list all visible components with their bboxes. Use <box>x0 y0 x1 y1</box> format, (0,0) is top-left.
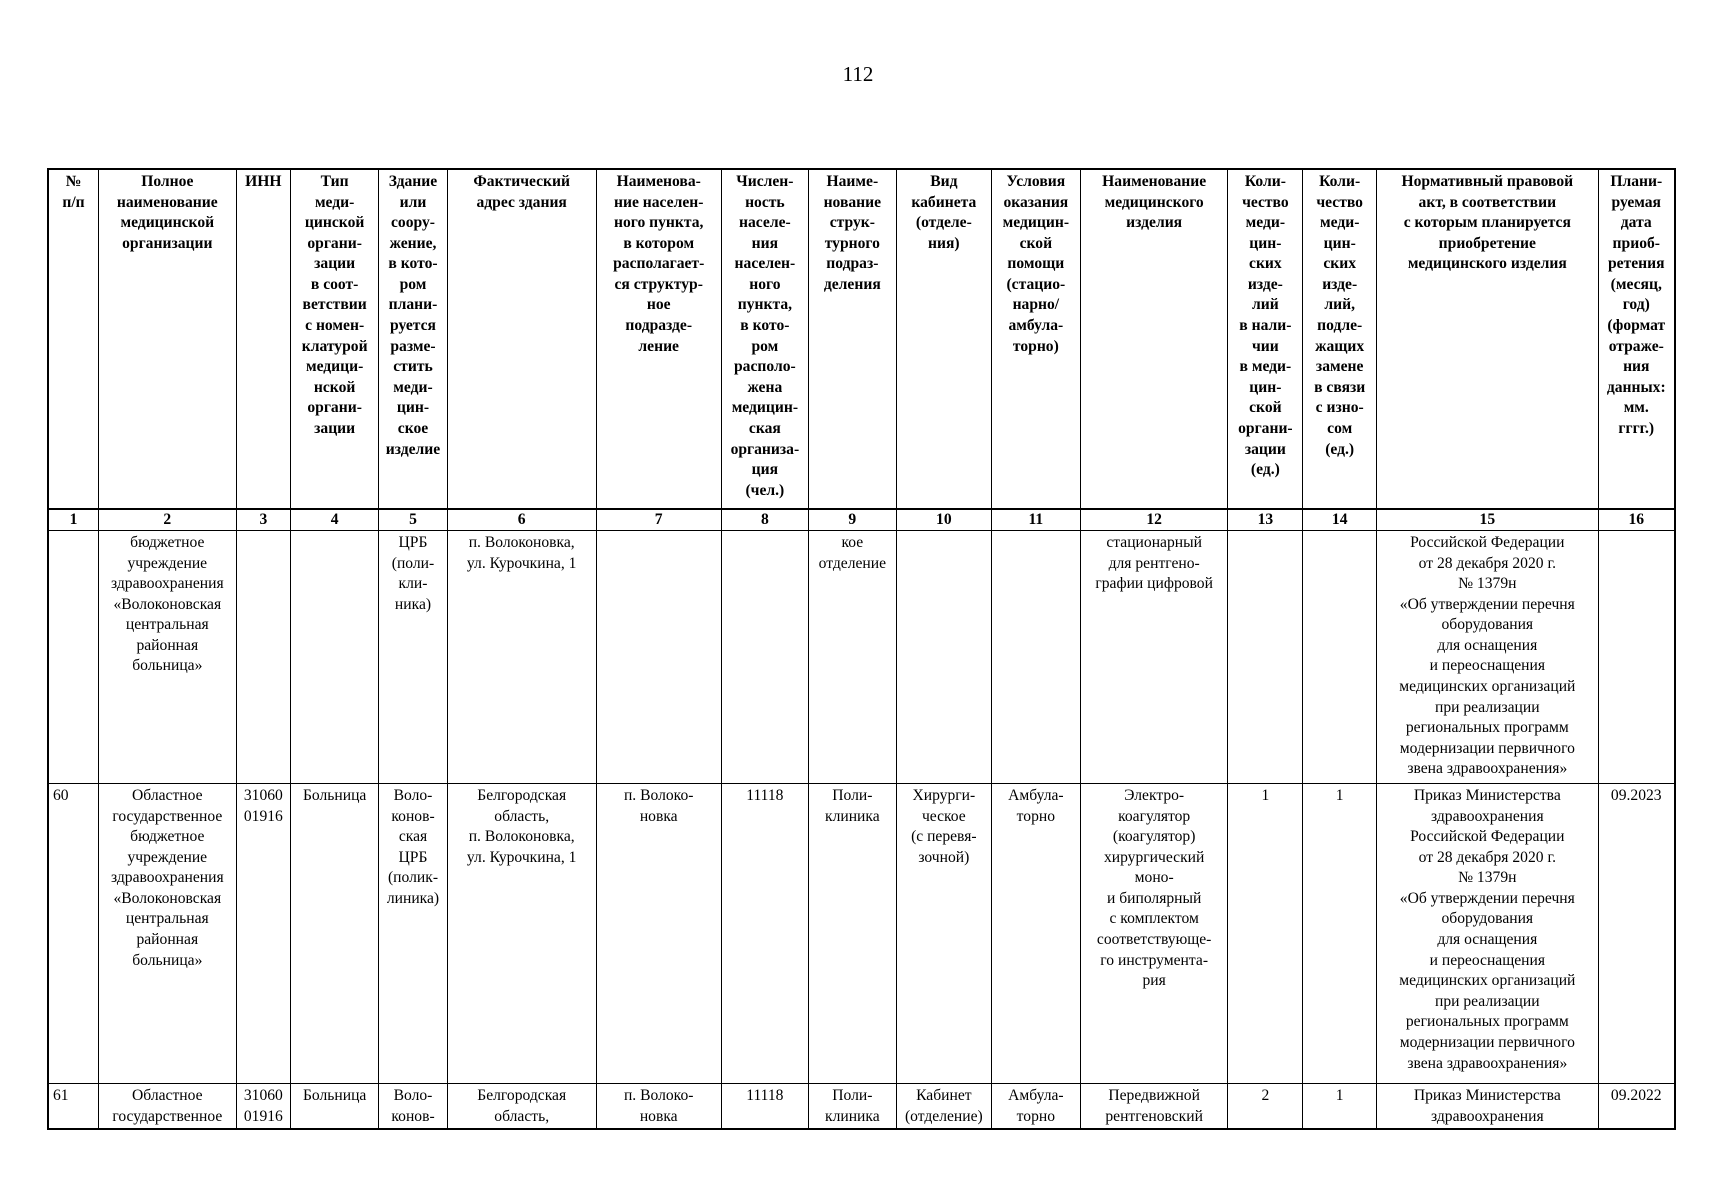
cell-inn: 31060 01916 <box>236 784 291 1084</box>
cell-cabinet: Кабинет (отделение) <box>896 1084 991 1130</box>
cell-locality <box>596 531 721 784</box>
cell-act: Приказ Министерства здравоохранения Российской Федерации от 28 декабря 2020 г. № 1379н «Об утверждении перечня оборудования для оснащения и переоснащения медицинских организаций при реализации региональных программ модернизации первичного звена здравоохранения» <box>1377 784 1598 1084</box>
cell-building: Воло- конов- ская ЦРБ (полик- линика) <box>379 784 448 1084</box>
cell-act: Приказ Министерства здравоохранения <box>1377 1084 1598 1130</box>
col-header-cabinet: Вид кабинета (отделе- ния) <box>896 169 991 509</box>
cell-num: 60 <box>48 784 99 1084</box>
col-number: 7 <box>596 509 721 531</box>
table-row <box>48 1084 1675 1130</box>
cell-locality: п. Волоко- новка <box>596 784 721 1084</box>
col-header-inn: ИНН <box>236 169 291 509</box>
col-number: 5 <box>379 509 448 531</box>
col-number: 8 <box>721 509 808 531</box>
cell-unit: Поли- клиника <box>808 784 896 1084</box>
cell-num: 61 <box>48 1084 99 1130</box>
cell-qty-have: 2 <box>1228 1084 1303 1130</box>
cell-qty-have <box>1228 531 1303 784</box>
cell-conditions <box>991 531 1080 784</box>
cell-act: Российской Федерации от 28 декабря 2020 г. № 1379н «Об утверждении перечня оборудования для оснащения и переоснащения медицинских организаций при реализации региональных программ модернизации первичного звена здравоохранения» <box>1377 531 1598 784</box>
column-number-row <box>48 509 1675 531</box>
col-number: 13 <box>1228 509 1303 531</box>
col-header-conditions: Условия оказания медицин- ской помощи (стацио- нарно/ амбула- торно) <box>991 169 1080 509</box>
col-header-building: Здание или соору- жение, в кото- ром плани- руется разме- стить меди- цин- ское изделие <box>379 169 448 509</box>
col-header-act: Нормативный правовой акт, в соответствии с которым планируется приобретение медицинского изделия <box>1377 169 1598 509</box>
cell-cabinet: Хирурги- ческое (с перевя- зочной) <box>896 784 991 1084</box>
col-header-device: Наименование медицинского изделия <box>1080 169 1228 509</box>
page-number: 112 <box>842 62 874 86</box>
cell-address: Белгородская область, п. Волоконовка, ул. Курочкина, 1 <box>447 784 596 1084</box>
cell-org: Областное государственное <box>99 1084 237 1130</box>
col-number: 12 <box>1080 509 1228 531</box>
col-header-num: № п/п <box>48 169 99 509</box>
col-number: 2 <box>99 509 237 531</box>
cell-inn: 31060 01916 <box>236 1084 291 1130</box>
cell-qty-have: 1 <box>1228 784 1303 1084</box>
col-number: 3 <box>236 509 291 531</box>
table-row <box>48 531 1675 784</box>
cell-unit: Поли- клиника <box>808 1084 896 1130</box>
cell-type <box>291 531 379 784</box>
cell-conditions: Амбула- торно <box>991 1084 1080 1130</box>
cell-device: Передвижной рентгеновский <box>1080 1084 1228 1130</box>
col-number: 16 <box>1598 509 1675 531</box>
cell-address: п. Волоконовка, ул. Курочкина, 1 <box>447 531 596 784</box>
col-number: 6 <box>447 509 596 531</box>
cell-device: Электро- коагулятор (коагулятор) хирургический моно- и биполярный с комплектом соответствующе- го инструмента- рия <box>1080 784 1228 1084</box>
col-header-qty-replace: Коли- чество меди- цин- ских изде- лий, подле- жащих замене в связи с изно- сом (ед.) <box>1303 169 1377 509</box>
col-number: 15 <box>1377 509 1598 531</box>
col-header-address: Фактический адрес здания <box>447 169 596 509</box>
cell-population <box>721 531 808 784</box>
cell-conditions: Амбула- торно <box>991 784 1080 1084</box>
col-number: 1 <box>48 509 99 531</box>
col-number: 14 <box>1303 509 1377 531</box>
col-header-type: Тип меди- цинской органи- зации в соот- ветствии с номен- клатурой медици- нской органи- зации <box>291 169 379 509</box>
cell-inn <box>236 531 291 784</box>
cell-org: Областное государственное бюджетное учреждение здравоохранения «Волоконовская центральная районная больница» <box>99 784 237 1084</box>
equipment-table <box>47 168 1676 1130</box>
col-number: 9 <box>808 509 896 531</box>
cell-org: бюджетное учреждение здравоохранения «Волоконовская центральная районная больница» <box>99 531 237 784</box>
col-number: 10 <box>896 509 991 531</box>
cell-building: Воло- конов- <box>379 1084 448 1130</box>
cell-unit: кое отделение <box>808 531 896 784</box>
cell-num <box>48 531 99 784</box>
cell-date: 09.2022 <box>1598 1084 1675 1130</box>
cell-qty-replace: 1 <box>1303 1084 1377 1130</box>
cell-type: Больница <box>291 784 379 1084</box>
cell-device: стационарный для рентгено- графии цифровой <box>1080 531 1228 784</box>
cell-population: 11118 <box>721 784 808 1084</box>
col-number: 11 <box>991 509 1080 531</box>
col-number: 4 <box>291 509 379 531</box>
cell-building: ЦРБ (поли- кли- ника) <box>379 531 448 784</box>
col-header-date: Плани- руемая дата приоб- ретения (месяц, год) (формат отраже- ния данных: мм. гггг.) <box>1598 169 1675 509</box>
cell-qty-replace <box>1303 531 1377 784</box>
cell-population: 11118 <box>721 1084 808 1130</box>
cell-date <box>1598 531 1675 784</box>
cell-qty-replace: 1 <box>1303 784 1377 1084</box>
cell-type: Больница <box>291 1084 379 1130</box>
cell-date: 09.2023 <box>1598 784 1675 1084</box>
col-header-locality: Наименова- ние населен- ного пункта, в котором располагает- ся структур- ное подразде- ление <box>596 169 721 509</box>
table-row <box>48 784 1675 1084</box>
col-header-population: Числен- ность населе- ния населен- ного пункта, в кото- ром располо- жена медицин- ская организа- ция (чел.) <box>721 169 808 509</box>
cell-cabinet <box>896 531 991 784</box>
col-header-qty-have: Коли- чество меди- цин- ских изде- лий в нали- чии в меди- цин- ской органи- зации (ед.) <box>1228 169 1303 509</box>
cell-locality: п. Волоко- новка <box>596 1084 721 1130</box>
col-header-org: Полное наименование медицинской организации <box>99 169 237 509</box>
header-row <box>48 169 1675 509</box>
col-header-unit: Наиме- нование струк- турного подраз- деления <box>808 169 896 509</box>
cell-address: Белгородская область, <box>447 1084 596 1130</box>
